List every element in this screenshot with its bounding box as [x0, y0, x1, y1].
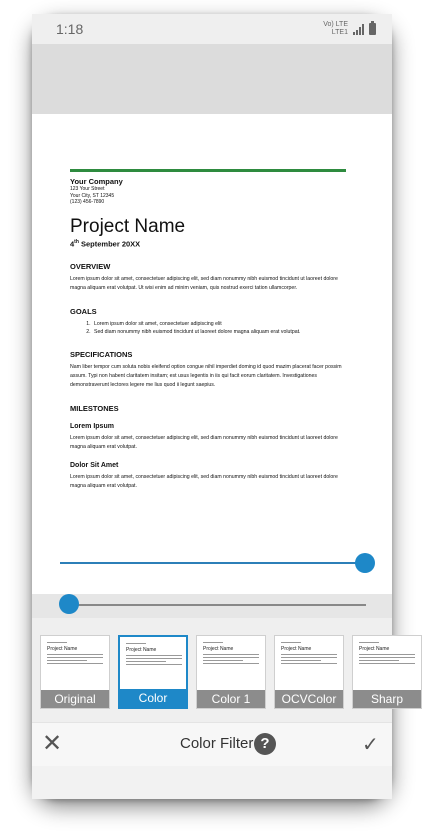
filter-label: Original — [41, 690, 109, 708]
secondary-slider-track[interactable] — [60, 604, 366, 606]
filter-label: Color — [120, 689, 186, 707]
thumb-preview — [281, 640, 337, 664]
thumb-title: Project Name — [359, 646, 390, 652]
status-bar — [32, 14, 392, 44]
goal-item: 1. Lorem ipsum dolor sit amet, consectetuer adipiscing elit — [92, 320, 352, 328]
filter-label: Sharp — [353, 690, 421, 708]
company-address-2: Your City, ST 12345 — [70, 192, 115, 199]
goals-list — [70, 320, 352, 336]
specifications-text: Nam liber tempor cum soluta nobis eleifend option congue nihil imperdiet doming id quod mazim placerat facer possim assum. Typi non habent claritatem insitam; est usus legentis in iis qui facit eorum claritatem. Investigationes demonstraverunt lectores legere me lius quod ii legunt saepius. — [70, 364, 342, 388]
secondary-slider-handle[interactable] — [59, 594, 79, 614]
company-address-1: 123 Your Street — [70, 186, 105, 192]
filter-label: Color 1 — [197, 690, 265, 708]
goals-heading: GOALS — [70, 307, 97, 316]
signal-icon — [353, 24, 364, 35]
milestone-2-heading: Dolor Sit Amet — [70, 462, 119, 469]
thumb-preview — [203, 640, 259, 664]
goal-item: 2. Sed diam nonummy nibh euismod tincidunt ut laoreet dolore magna aliquam erat volutpat. — [92, 328, 352, 336]
milestone-1-heading: Lorem Ipsum — [70, 423, 114, 430]
overview-heading: OVERVIEW — [70, 262, 111, 271]
milestones-heading: MILESTONES — [70, 404, 119, 413]
thumb-title: Project Name — [203, 646, 234, 652]
document-preview — [32, 114, 392, 618]
filter-thumb-original[interactable] — [40, 635, 110, 709]
thumb-preview — [47, 640, 103, 664]
thumb-title: Project Name — [281, 646, 312, 652]
toolbar-title: Color Filter — [180, 735, 254, 752]
thumb-title: Project Name — [126, 647, 157, 653]
bottom-spacer — [32, 766, 392, 799]
filter-label: OCVColor — [275, 690, 343, 708]
intensity-slider[interactable] — [32, 554, 392, 578]
help-icon[interactable]: ? — [254, 733, 276, 755]
filter-thumb-color-1[interactable] — [196, 635, 266, 709]
project-name: Project Name — [70, 215, 186, 237]
filter-strip — [32, 618, 404, 722]
signal-group — [323, 21, 376, 37]
battery-icon — [369, 23, 376, 35]
specifications-heading: SPECIFICATIONS — [70, 350, 133, 359]
document-rule — [70, 169, 346, 172]
milestone-1-text: Lorem ipsum dolor sit amet, consectetuer adipiscing elit, sed diam nonummy nibh euismod tincidunt ut laoreet dolore magna aliquam erat volutpat. — [70, 435, 338, 450]
phone-frame — [32, 14, 404, 799]
filter-thumb-ocvcolor[interactable] — [274, 635, 344, 709]
secondary-slider[interactable] — [32, 594, 392, 618]
intensity-slider-handle[interactable] — [355, 553, 375, 573]
intensity-slider-track[interactable] — [60, 562, 362, 564]
document-content — [70, 176, 352, 491]
status-time: 1:18 — [56, 21, 84, 37]
date-rest: September 20XX — [78, 239, 141, 248]
milestone-2-text: Lorem ipsum dolor sit amet, consectetuer adipiscing elit, sed diam nonummy nibh euismod tincidunt ut laoreet dolore magna aliquam erat volutpat. — [70, 474, 338, 489]
network-label — [323, 21, 348, 37]
bottom-toolbar — [32, 722, 392, 766]
close-icon[interactable]: ✕ — [42, 730, 63, 757]
overview-text: Lorem ipsum dolor sit amet, consectetuer adipiscing elit, sed diam nonummy nibh euismod tincidunt ut laoreet dolore magna aliquam erat volutpat. Ut wisi enim ad minim veniam, quis nostrud exerci tation ullamcorper. — [70, 276, 338, 291]
date-day: 4 — [70, 239, 75, 248]
thumb-preview — [359, 640, 415, 664]
filter-thumb-sharp[interactable] — [352, 635, 422, 709]
thumb-preview — [126, 641, 182, 665]
company-address-3: (123) 456-7890 — [70, 199, 105, 205]
thumb-title: Project Name — [47, 646, 78, 652]
filter-thumb-color[interactable] — [118, 635, 188, 709]
date-suffix: th — [74, 238, 79, 245]
company-name: Your Company — [70, 177, 123, 186]
header-band — [32, 44, 392, 114]
project-date — [70, 239, 352, 249]
check-icon[interactable]: ✓ — [362, 734, 379, 756]
network-label-bottom: LTE1 — [331, 29, 348, 36]
network-label-top: Vo) LTE — [323, 21, 348, 28]
